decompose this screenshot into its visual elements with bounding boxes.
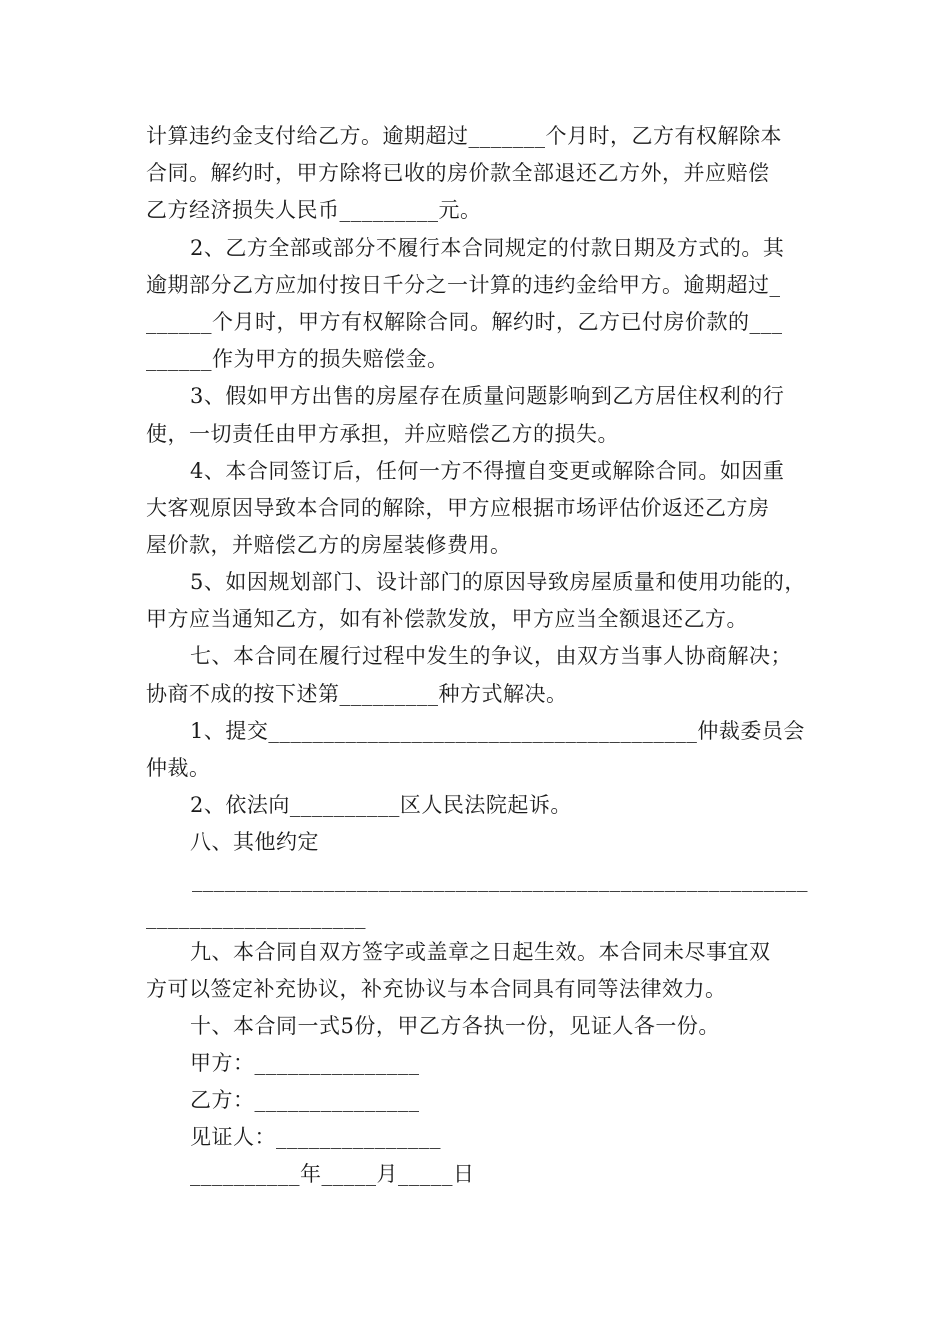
text-line: 2、乙方全部或部分不履行本合同规定的付款日期及方式的。其 [190,236,785,260]
text-line: 3、假如甲方出售的房屋存在质量问题影响到乙方居住权利的行 [190,384,785,408]
text-line: 2、依法向__________区人民法院起诉。 [190,793,572,817]
text-line: 使，一切责任由甲方承担，并应赔偿乙方的损失。 [146,422,619,446]
text-line: 计算违约金支付给乙方。逾期超过_______个月时，乙方有权解除本 [146,124,782,148]
text-line: ____________________ [146,905,366,929]
text-line: 仲裁。 [146,756,211,780]
text-line: 合同。解约时，甲方除将已收的房价款全部退还乙方外，并应赔偿 [146,161,770,185]
text-line: 逾期部分乙方应加付按日千分之一计算的违约金给甲方。逾期超过_ [146,273,781,297]
text-line: 大客观原因导致本合同的解除，甲方应根据市场评估价返还乙方房 [146,496,770,520]
text-line: 协商不成的按下述第_________种方式解决。 [146,682,568,706]
text-line: __________年_____月_____日 [190,1162,475,1186]
text-line: 七、本合同在履行过程中发生的争议，由双方当事人协商解决； [190,644,792,668]
text-line: 十、本合同一式5份，甲乙方各执一份，见证人各一份。 [190,1014,720,1038]
text-line: 乙方：_______________ [190,1088,420,1112]
text-line: 乙方经济损失人民币_________元。 [146,198,482,222]
text-line: 八、其他约定 [190,830,319,854]
text-line: 屋价款，并赔偿乙方的房屋装修费用。 [146,533,512,557]
text-line: 甲方：_______________ [190,1051,420,1075]
text-line: ________________________________________________________ [192,868,808,892]
text-line: 5、如因规划部门、设计部门的原因导致房屋质量和使用功能的， [190,570,806,594]
text-line: 方可以签定补充协议，补充协议与本合同具有同等法律效力。 [146,977,727,1001]
text-line: 甲方应当通知乙方，如有补偿款发放，甲方应当全额退还乙方。 [146,607,748,631]
text-line: 九、本合同自双方签字或盖章之日起生效。本合同未尽事宜双 [190,940,771,964]
text-line: 1、提交_______________________________________仲裁委员会 [190,719,805,743]
text-line: ______作为甲方的损失赔偿金。 [146,347,449,371]
text-line: ______个月时，甲方有权解除合同。解约时，乙方已付房价款的___ [146,310,783,334]
text-line: 4、本合同签订后，任何一方不得擅自变更或解除合同。如因重 [190,459,785,483]
text-line: 见证人：_______________ [190,1125,441,1149]
